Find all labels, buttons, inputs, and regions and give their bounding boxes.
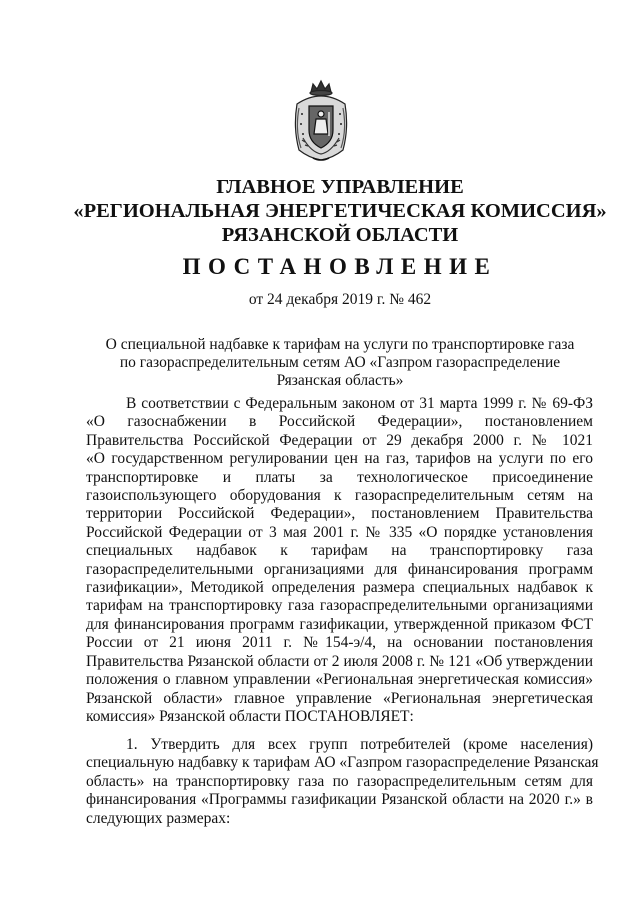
item-1-line: специальную надбавку к тарифам АО «Газпром газораспределение Рязанская <box>86 754 599 772</box>
preamble-line: России от 21 июня 2011 г. №154-э/4, на основании постановления <box>86 634 593 652</box>
subject-line: по газораспределительным сетям АО «Газпром газораспределение <box>119 354 561 371</box>
preamble-line: Российской Федерации от 3 мая 2001 г. № 335 «О порядке установления <box>86 523 593 541</box>
preamble-line: тарифам на транспортировку газа газораспределительными организациями <box>86 597 593 615</box>
item-1-line: финансирования «Программы газификации Рязанской области на 2020 г.» в <box>86 791 593 809</box>
header-line-2: «РЕГИОНАЛЬНАЯ ЭНЕРГЕТИЧЕСКАЯ КОМИССИЯ» <box>73 200 607 222</box>
preamble-line: для финансирования программ газификации, утвержденной приказом ФСТ <box>86 615 593 633</box>
item-1-line: следующих размерах: <box>86 809 231 827</box>
preamble-line: газоиспользующего оборудования к газораспределительным сетям на <box>86 487 593 505</box>
preamble-line: «О государственном регулировании цен на газ, тарифов на услуги по его <box>86 450 593 468</box>
item-1-paragraph <box>86 736 599 828</box>
header-line-1: ГЛАВНОЕ УПРАВЛЕНИЕ <box>216 176 464 198</box>
document-type: ПОСТАНОВЛЕНИЕ <box>182 254 498 279</box>
preamble-line: Правительства Российской Федерации от 29 декабря 2000 г. № 1021 <box>86 431 593 449</box>
preamble-line: газификации», Методикой определения размера специальных надбавок к <box>86 579 593 597</box>
preamble-line: газораспределительными организациями для финансирования программ <box>86 560 593 578</box>
preamble-line: положения о главном управлении «Региональная энергетическая комиссия» <box>86 671 593 689</box>
date-number: от 24 декабря 2019 г. № 462 <box>248 291 432 308</box>
header-line-3: РЯЗАНСКОЙ ОБЛАСТИ <box>221 224 459 246</box>
item-1-line: область» на транспортировку газа по газораспределительным сетям для <box>86 772 593 790</box>
item-1-line: 1. Утвердить для всех групп потребителей (кроме населения) <box>126 736 593 753</box>
preamble-line: В соответствии с Федеральным законом от 31 марта 1999 г. № 69-ФЗ <box>126 395 593 412</box>
subject-line: О специальной надбавке к тарифам на услуги по транспортировке газа <box>105 336 575 353</box>
preamble-paragraph <box>86 395 593 726</box>
preamble-line: Правительства Рязанской области от 2 июля 2008 г. № 121 «Об утверждении <box>86 652 593 670</box>
preamble-line: Рязанской области» главное управление «Региональная энергетическая <box>86 689 593 707</box>
subject-line: Рязанская область» <box>276 372 404 389</box>
coat-of-arms-emblem <box>287 78 355 164</box>
preamble-line: «О газоснабжении в Российской Федерации», постановлением <box>86 413 593 431</box>
preamble-line: территории Российской Федерации», постановлением Правительства <box>86 505 593 523</box>
preamble-line: комиссия» Рязанской области ПОСТАНОВЛЯЕТ: <box>86 707 414 725</box>
subject-block <box>0 336 640 390</box>
preamble-line: транспортировке и платы за технологическое присоединение <box>86 468 593 486</box>
preamble-line: специальных надбавок к тарифам на транспортировку газа <box>86 542 593 560</box>
